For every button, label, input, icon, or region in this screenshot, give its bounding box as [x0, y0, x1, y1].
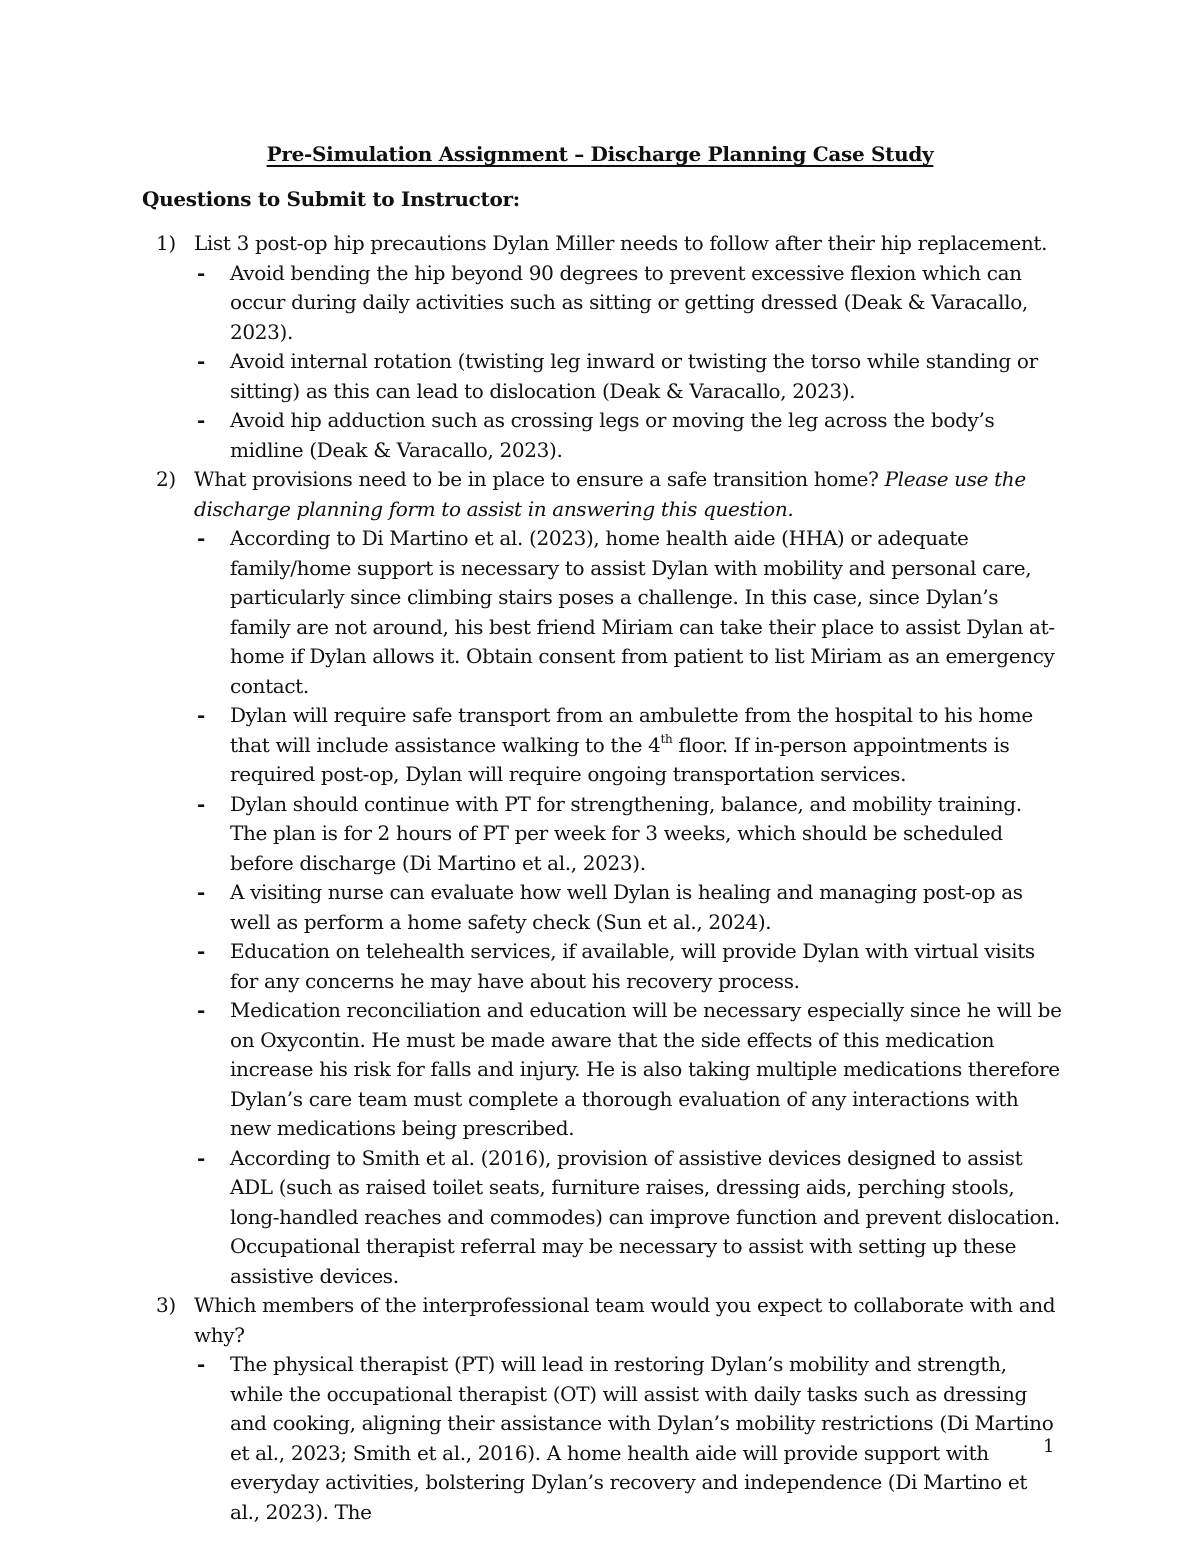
- answer-text: Medication reconciliation and education will be necessary especially since he will be on Oxycontin. He must be made aware that the side effects of this medication increase his risk for falls and injury. He is also taking multiple medications therefore Dylan’s care team must complete a thorough evaluation of any interactions with new medications being prescribed.: [230, 998, 1062, 1140]
- list-item: [142, 937, 1062, 996]
- question-3: [142, 1291, 1062, 1350]
- answer-text: The physical therapist (PT) will lead in restoring Dylan’s mobility and strength, while the occupational therapist (OT) will assist with daily tasks such as dressing and cooking, aligning their assistance with Dylan’s mobility restrictions (Di Martino et al., 2023; Smith et al., 2016). A home health aide will provide support with everyday activities, bolstering Dylan’s recovery and independence (Di Martino et al., 2023). The: [230, 1352, 1054, 1524]
- bullet-dash: -: [197, 1145, 205, 1170]
- list-item: [142, 1144, 1062, 1292]
- ordinal-suffix: th: [660, 731, 673, 746]
- question-2: [142, 465, 1062, 524]
- list-item: [142, 790, 1062, 879]
- answer-text: Avoid bending the hip beyond 90 degrees to prevent excessive flexion which can occur during daily activities such as sitting or getting dressed (Deak & Varacallo, 2023).: [230, 260, 1028, 344]
- answer-text: According to Di Martino et al. (2023), home health aide (HHA) or adequate family/home support is necessary to assist Dylan with mobility and personal care, particularly since climbing stairs poses a challenge. In this case, since Dylan’s family are not around, his best friend Miriam can take their place to assist Dylan at-home if Dylan allows it. Obtain consent from patient to list Miriam as an emergency contact.: [230, 526, 1055, 698]
- question-instruction: Please use the discharge planning form to assist in answering this question.: [194, 467, 1026, 521]
- bullet-dash: -: [197, 1352, 205, 1376]
- answer-text: Education on telehealth services, if available, will provide Dylan with virtual visits for any concerns he may have about his recovery process.: [230, 939, 1035, 993]
- answer-text: [230, 703, 1033, 786]
- document-title: Pre-Simulation Assignment – Discharge Planning Case Study: [266, 142, 934, 166]
- answer-text: Avoid internal rotation (twisting leg inward or twisting the torso while standing or sitting) as this can lead to dislocation (Deak & Varacallo, 2023).: [230, 349, 1038, 403]
- page-number: 1: [1043, 1436, 1055, 1457]
- bullet-dash: -: [197, 408, 205, 432]
- list-item: [142, 524, 1062, 701]
- list-item: [142, 347, 1062, 406]
- answer-text: According to Smith et al. (2016), provision of assistive devices designed to assist ADL (such as raised toilet seats, furniture raises, dressing aids, perching stools, long-handled reaches and commodes) can improve function and prevent dislocation. Occupational therapist referral may be necessary to assist with setting up these assistive devices.: [230, 1145, 1060, 1288]
- question-number: 1): [156, 231, 176, 255]
- question-text: List 3 post-op hip precautions Dylan Miller needs to follow after their hip replacement.: [194, 231, 1048, 255]
- bullet-dash: -: [197, 998, 205, 1022]
- question-1: [142, 229, 1062, 259]
- question-text: What provisions need to be in place to ensure a safe transition home?: [194, 467, 879, 491]
- bullet-dash: -: [197, 791, 205, 816]
- answer-text: A visiting nurse can evaluate how well Dylan is healing and managing post-op as well as perform a home safety check (Sun et al., 2024).: [230, 880, 1023, 934]
- list-item: [142, 259, 1062, 348]
- list-item: [142, 1350, 1062, 1527]
- bullet-dash: -: [197, 349, 205, 373]
- question-number: 3): [156, 1293, 176, 1317]
- question-number: 2): [156, 467, 176, 491]
- section-heading: Questions to Submit to Instructor:: [142, 187, 520, 211]
- answer-text: Dylan should continue with PT for strengthening, balance, and mobility training. The plan is for 2 hours of PT per week for 3 weeks, which should be scheduled before discharge (Di Martino et al., 2023).: [230, 791, 1022, 875]
- answer-text-part: floor. If in-person appointments is required post-op, Dylan will require ongoing transportation services.: [230, 732, 1010, 786]
- list-item: [142, 996, 1062, 1144]
- question-list: [142, 229, 1062, 1527]
- bullet-dash: -: [197, 939, 205, 963]
- bullet-dash: -: [197, 526, 205, 550]
- bullet-dash: -: [197, 880, 205, 904]
- bullet-dash: -: [197, 260, 205, 285]
- answer-text-part: Dylan will require safe transport from an ambulette from the hospital to his home that will include assistance walking to the 4: [230, 703, 1033, 757]
- list-item: [142, 406, 1062, 465]
- list-item: [142, 701, 1062, 790]
- list-item: [142, 878, 1062, 937]
- answer-text: Avoid hip adduction such as crossing legs or moving the leg across the body’s midline (Deak & Varacallo, 2023).: [230, 408, 995, 462]
- question-text: Which members of the interprofessional team would you expect to collaborate with and why?: [194, 1293, 1056, 1347]
- bullet-dash: -: [197, 703, 205, 727]
